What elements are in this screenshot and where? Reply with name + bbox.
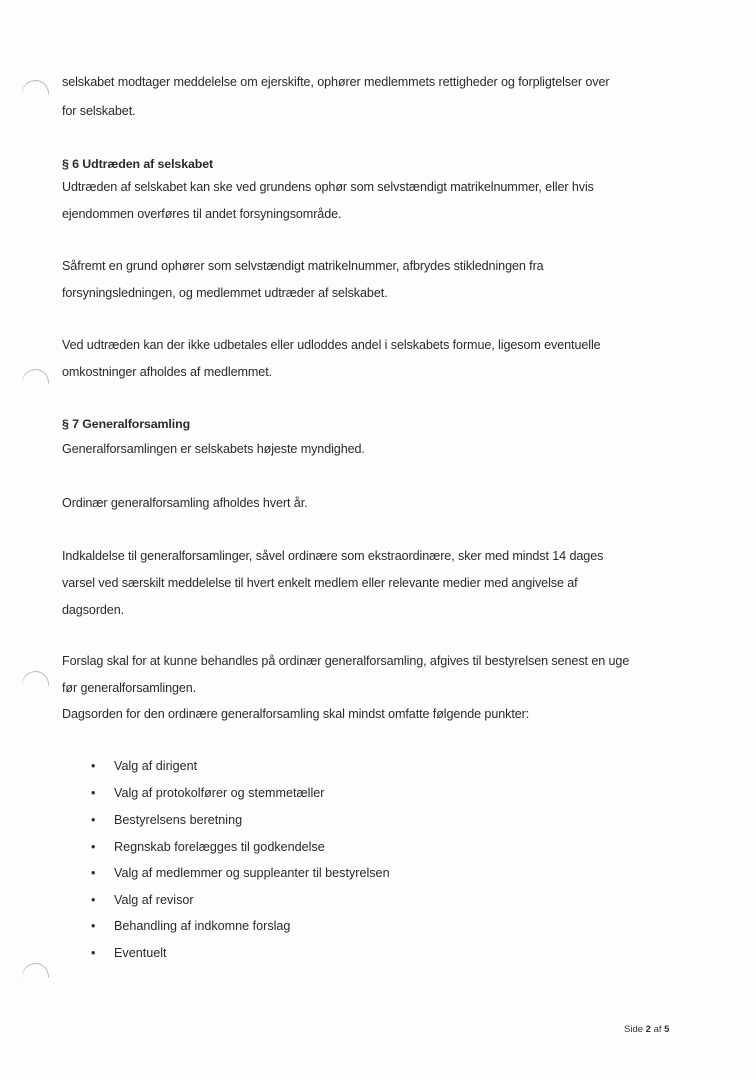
bullet-icon: •: [91, 919, 96, 933]
agenda-item-text: Valg af dirigent: [114, 759, 198, 773]
bullet-icon: •: [91, 893, 96, 907]
section-6-paragraph-2: forsyningsledningen, og medlemmet udtræder af selskabet.: [62, 286, 388, 300]
section-7-heading: § 7 Generalforsamling: [62, 417, 191, 431]
section-6-heading: § 6 Udtræden af selskabet: [62, 157, 214, 171]
bullet-icon: •: [91, 946, 96, 960]
total-pages: 5: [664, 1024, 670, 1035]
punch-hole-mark: [18, 667, 53, 702]
section-6-paragraph-1: ejendommen overføres til andet forsyningsområde.: [62, 207, 342, 221]
bullet-icon: •: [91, 813, 96, 827]
section-7-paragraph-3: Indkaldelse til generalforsamlinger, såvel ordinære som ekstraordinære, sker med mindst 14 dages: [62, 549, 604, 563]
agenda-item-text: Regnskab forelægges til godkendelse: [114, 840, 325, 854]
section-6-paragraph-1: Udtræden af selskabet kan ske ved grundens ophør som selvstændigt matrikelnummer, eller hvis: [62, 180, 594, 194]
bullet-icon: •: [91, 759, 96, 773]
intro-line: for selskabet.: [62, 104, 136, 118]
section-7-paragraph-4: før generalforsamlingen.: [62, 681, 197, 695]
agenda-item-text: Valg af revisor: [114, 893, 194, 907]
page-number-prefix: Side: [624, 1024, 644, 1035]
page-number: [624, 1024, 669, 1035]
punch-hole-mark: [18, 959, 53, 994]
section-7-paragraph-3: varsel ved særskilt meddelelse til hvert enkelt medlem eller relevante medier med angivelse af: [62, 576, 578, 590]
agenda-intro: Dagsorden for den ordinære generalforsamling skal mindst omfatte følgende punkter:: [62, 707, 530, 721]
bullet-icon: •: [91, 840, 96, 854]
punch-hole-mark: [18, 76, 53, 111]
agenda-item-text: Eventuelt: [114, 946, 167, 960]
agenda-item-text: Valg af medlemmer og suppleanter til bestyrelsen: [114, 866, 390, 880]
section-7-paragraph-2: Ordinær generalforsamling afholdes hvert år.: [62, 496, 308, 510]
section-7-paragraph-4: Forslag skal for at kunne behandles på ordinær generalforsamling, afgives til bestyrelsen senest en uge: [62, 654, 630, 668]
agenda-item-text: Behandling af indkomne forslag: [114, 919, 291, 933]
bullet-icon: •: [91, 786, 96, 800]
current-page: 2: [645, 1024, 651, 1035]
intro-line: selskabet modtager meddelelse om ejerskifte, ophører medlemmets rettigheder og forpligtelser over: [62, 75, 610, 89]
agenda-item-text: Valg af protokolfører og stemmetæller: [114, 786, 325, 800]
section-6-paragraph-3: Ved udtræden kan der ikke udbetales eller udloddes andel i selskabets formue, ligesom eventuelle: [62, 338, 601, 352]
section-6-paragraph-3: omkostninger afholdes af medlemmet.: [62, 365, 272, 379]
punch-hole-mark: [18, 365, 53, 400]
agenda-item-text: Bestyrelsens beretning: [114, 813, 243, 827]
section-7-paragraph-1: Generalforsamlingen er selskabets højeste myndighed.: [62, 442, 365, 456]
page-number-separator: af: [653, 1024, 662, 1035]
section-6-paragraph-2: Såfremt en grund ophører som selvstændigt matrikelnummer, afbrydes stikledningen fra: [62, 259, 544, 273]
bullet-icon: •: [91, 866, 96, 880]
section-7-paragraph-3: dagsorden.: [62, 603, 125, 617]
